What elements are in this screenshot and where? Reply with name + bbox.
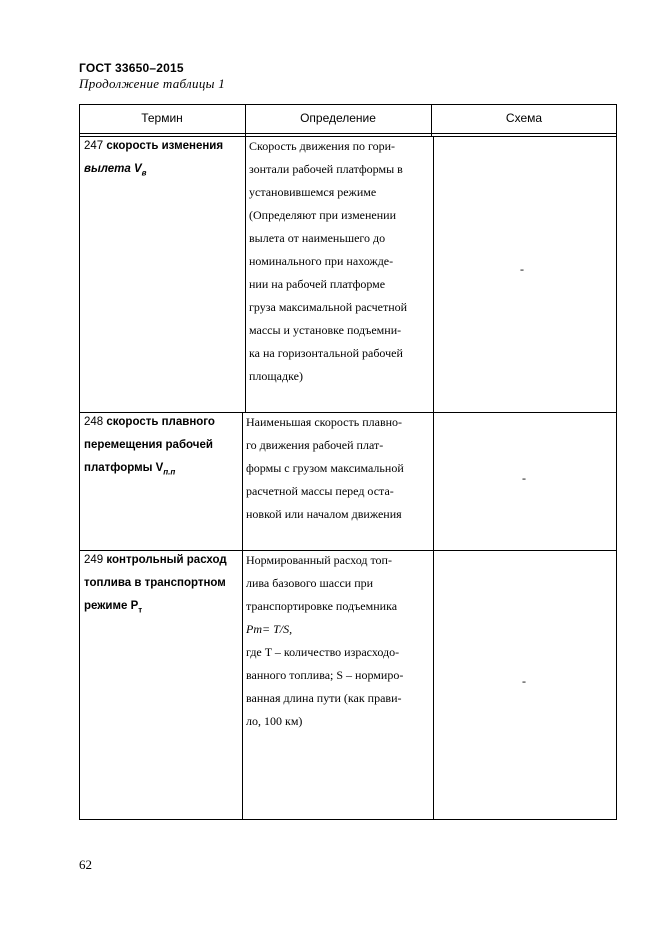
definition-line: установившемся режиме (249, 185, 377, 199)
definition-line: зонтали рабочей платформы в (249, 162, 403, 176)
scheme-cell-248: - (522, 471, 526, 485)
term-number: 248 (84, 416, 104, 428)
term-subscript: в (141, 168, 147, 178)
definition-line: площадке) (249, 369, 303, 383)
term-name: перемещения рабочей (84, 439, 213, 451)
term-name: вылета V (84, 163, 142, 175)
term-subscript: т (138, 605, 143, 615)
definition-cell-248 (246, 411, 428, 526)
column-header-definition: Определение (300, 111, 376, 125)
scheme-cell-247: - (520, 262, 524, 276)
definition-line: Скорость движения по гори- (249, 139, 396, 153)
definition-line: груза максимальной расчетной (249, 300, 408, 314)
definition-line: Наименьшая скорость плавно- (246, 415, 403, 429)
definition-line: номинального при нахожде- (249, 254, 394, 268)
definition-line: го движения рабочей плат- (246, 438, 384, 452)
term-number: 247 (84, 140, 104, 152)
term-cell-248 (84, 411, 240, 483)
standard-designation: ГОСТ 33650–2015 (79, 61, 184, 75)
term-cell-249 (84, 549, 240, 621)
term-name: скорость плавного (106, 416, 215, 428)
definition-line: новкой или началом движения (246, 507, 402, 521)
definition-line: Нормированный расход топ- (246, 553, 392, 567)
scheme-cell-249: - (522, 674, 526, 688)
definition-line: ло, 100 км) (246, 714, 303, 728)
term-name: режиме P (84, 600, 139, 612)
definition-line: лива базового шасси при (246, 576, 374, 590)
definition-line: ванная длина пути (как прави- (246, 691, 402, 705)
definition-line: формы с грузом максимальной (246, 461, 404, 475)
column-header-scheme: Схема (505, 111, 543, 125)
page-number: 62 (79, 857, 92, 872)
definition-line: ванного топлива; S – нормиро- (246, 668, 404, 682)
term-number: 249 (84, 554, 104, 566)
definition-line: нии на рабочей платформе (249, 277, 386, 291)
column-header-term: Термин (141, 111, 183, 125)
definition-line: массы и установке подъемни- (249, 323, 402, 337)
definition-line: расчетной массы перед оста- (246, 484, 394, 498)
term-cell-247 (84, 135, 242, 184)
definition-cell-249 (246, 549, 428, 733)
term-name: платформы V (84, 462, 164, 474)
definition-cell-247 (249, 135, 427, 388)
formula: Pт= T/S, (246, 622, 293, 636)
definition-line: ка на горизонтальной рабочей (249, 346, 403, 360)
term-subscript: п.п (163, 467, 176, 477)
term-name: топлива в транспортном (84, 577, 226, 589)
definition-line: где T – количество израсходо- (246, 645, 400, 659)
definition-line: вылета от наименьшего до (249, 231, 386, 245)
definition-line: транспортировке подъемника (246, 599, 398, 613)
term-name: контрольный расход (106, 554, 227, 566)
definition-line: (Определяют при изменении (249, 208, 397, 222)
term-name: скорость изменения (106, 140, 224, 152)
table-continuation-caption: Продолжение таблицы 1 (79, 76, 226, 91)
